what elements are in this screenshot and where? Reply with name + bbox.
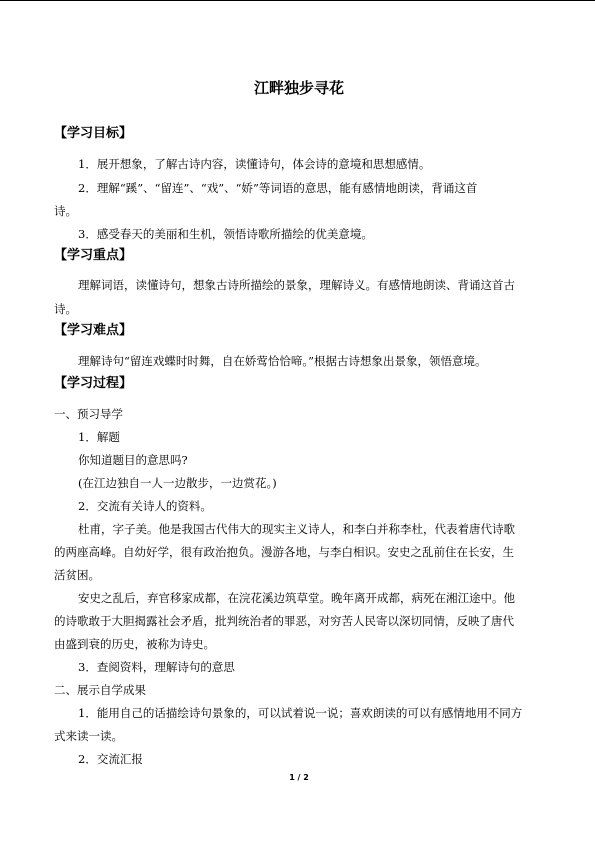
objectives-line-2: 2．理解“蹊”、“留连”、“戏”、“娇”等词语的意思，能有感情地朗读，背诵这首 xyxy=(78,181,478,195)
process-line-13: 二、展示自学成果 xyxy=(54,683,146,697)
process-line-14: 1．能用自己的话描绘诗句景象的，可以试着说一说；喜欢朗读的可以有感情地用不同方 xyxy=(78,706,523,720)
process-line-9: 安史之乱后，弃官移家成都，在浣花溪边筑草堂。晚年离开成都，病死在湘江途中。他 xyxy=(78,591,515,605)
objectives-line-3: 诗。 xyxy=(54,204,77,218)
process-line-15: 式来读一读。 xyxy=(54,729,123,743)
heading-learning-objectives: 【学习目标】 xyxy=(54,126,133,141)
process-line-1: 一、预习导学 xyxy=(54,407,123,421)
process-line-4: (在江边独自一人一边散步，一边赏花。) xyxy=(78,476,277,490)
process-line-5: 2．交流有关诗人的资料。 xyxy=(78,499,212,513)
process-line-12: 3．查阅资料，理解诗句的意思 xyxy=(78,660,235,674)
page-number: 1 / 2 xyxy=(289,773,309,782)
process-line-16: 2．交流汇报 xyxy=(78,752,143,766)
key-points-line-2: 诗。 xyxy=(54,302,77,316)
heading-learning-process: 【学习过程】 xyxy=(54,376,133,391)
process-line-10: 的诗歌敢于大胆揭露社会矛盾，批判统治者的罪恶，对穷苦人民寄以深切同情，反映了唐代 xyxy=(54,614,514,628)
process-line-11: 由盛到衰的历史，被称为诗史。 xyxy=(54,637,215,651)
heading-key-points: 【学习重点】 xyxy=(54,248,133,263)
process-line-8: 活贫困。 xyxy=(54,568,100,582)
process-line-7: 的两座高峰。自幼好学，很有政治抱负。漫游各地，与李白相识。安史之乱前住在长安，生 xyxy=(54,545,514,559)
process-line-2: 1．解题 xyxy=(78,430,120,444)
key-points-line-1: 理解词语，读懂诗句，想象古诗所描绘的景象，理解诗义。有感情地朗读、背诵这首古 xyxy=(78,278,515,292)
process-line-6: 杜甫，字子美。他是我国古代伟大的现实主义诗人，和李白并称李杜，代表着唐代诗歌 xyxy=(78,522,515,536)
objectives-line-1: 1．展开想象，了解古诗内容，读懂诗句，体会诗的意境和思想感情。 xyxy=(78,157,431,171)
heading-difficulties: 【学习难点】 xyxy=(54,323,133,338)
difficulties-line-1: 理解诗句“留连戏蝶时时舞，自在娇莺恰恰啼。”根据古诗想象出景象，领悟意境。 xyxy=(78,354,487,368)
objectives-line-4: 3．感受春天的美丽和生机，领悟诗歌所描绘的优美意境。 xyxy=(78,227,373,241)
document-title: 江畔独步寻花 xyxy=(253,79,344,97)
page-top-rule xyxy=(0,0,595,1)
process-line-3: 你知道题目的意思吗? xyxy=(78,453,188,467)
